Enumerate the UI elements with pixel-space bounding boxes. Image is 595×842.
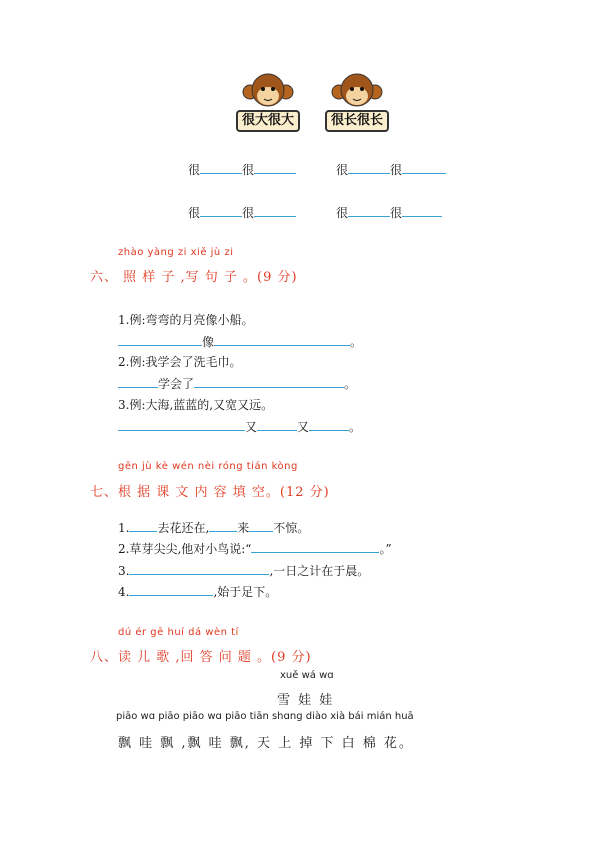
answer-blank[interactable] — [129, 518, 157, 532]
section6-heading: 六、 照 样 子 ,写 句 子 。(9 分) — [90, 270, 298, 285]
poem-title-pinyin: xuě wá wɑ — [280, 670, 334, 681]
answer-blank[interactable] — [129, 561, 269, 575]
section6-example-1: 1.例:弯弯的月亮像小船。 — [118, 313, 254, 327]
period: 。 — [344, 377, 357, 391]
connector-text: 像 — [202, 335, 215, 349]
answer-blank[interactable] — [129, 582, 213, 596]
connector-text: 又 — [297, 420, 310, 434]
answer-blank[interactable] — [402, 160, 446, 174]
hen-char: 很 — [188, 163, 201, 177]
answer-blank[interactable] — [200, 203, 242, 217]
section8-pinyin: dú ér gē huí dá wèn tí — [118, 627, 239, 638]
section6-answer-2 — [118, 374, 356, 392]
answer-blank[interactable] — [254, 160, 296, 174]
hen-char: 很 — [188, 206, 201, 220]
line-text: 不惊。 — [273, 521, 310, 535]
line-text: ,一日之计在于晨。 — [269, 564, 370, 578]
monkey-plate-text: 很大很大 — [236, 110, 300, 132]
answer-blank[interactable] — [249, 518, 273, 532]
answer-blank[interactable] — [348, 203, 390, 217]
hen-row-1b — [336, 160, 446, 178]
answer-blank[interactable] — [118, 332, 202, 346]
section6-pinyin: zhào yàng zi xiě jù zi — [118, 247, 234, 258]
answer-blank[interactable] — [254, 203, 296, 217]
hen-char: 很 — [336, 206, 349, 220]
section7-pinyin: gēn jù kè wén nèi róng tián kòng — [118, 461, 298, 472]
answer-blank[interactable] — [200, 160, 242, 174]
section6-example-3: 3.例:大海,蓝蓝的,又宽又远。 — [118, 398, 274, 412]
answer-blank[interactable] — [209, 518, 237, 532]
answer-blank[interactable] — [309, 417, 349, 431]
hen-row-2b — [336, 203, 442, 221]
answer-blank[interactable] — [214, 332, 350, 346]
answer-blank[interactable] — [402, 203, 442, 217]
section7-heading: 七、根 据 课 文 内 容 填 空。(12 分) — [90, 485, 330, 500]
connector-text: 学会了 — [158, 377, 195, 391]
poem-line-pinyin: piāo wɑ piāo piāo wɑ piāo tiān shɑng diào xià bái mián huā — [116, 711, 414, 722]
connector-text: 又 — [245, 420, 258, 434]
section6-answer-3 — [118, 417, 361, 435]
hen-char: 很 — [242, 163, 255, 177]
item-number: 1. — [118, 521, 130, 535]
section7-line-3 — [118, 561, 369, 579]
line-text: 来 — [237, 521, 250, 535]
answer-blank[interactable] — [251, 539, 379, 553]
answer-blank[interactable] — [118, 417, 245, 431]
hen-row-2 — [188, 203, 296, 221]
line-text: 。” — [379, 542, 392, 556]
section7-line-1 — [118, 518, 309, 536]
monkey-illustration-1 — [236, 72, 300, 142]
hen-char: 很 — [336, 163, 349, 177]
line-text: 2.草芽尖尖,他对小鸟说:“ — [118, 542, 252, 556]
answer-blank[interactable] — [194, 374, 344, 388]
poem-title: 雪 娃 娃 — [277, 693, 335, 708]
section7-line-4 — [118, 582, 277, 600]
item-number: 3. — [118, 564, 130, 578]
answer-blank[interactable] — [257, 417, 297, 431]
answer-blank[interactable] — [348, 160, 390, 174]
line-text: ,始于足下。 — [213, 585, 278, 599]
hen-char: 很 — [390, 206, 403, 220]
poem-line: 飘 哇 飘 ,飘 哇 飘, 天 上 掉 下 白 棉 花。 — [118, 736, 414, 751]
line-text: 去花还在, — [157, 521, 210, 535]
hen-char: 很 — [390, 163, 403, 177]
hen-char: 很 — [242, 206, 255, 220]
monkey-illustration-2 — [325, 72, 389, 142]
section6-example-2: 2.例:我学会了洗毛巾。 — [118, 355, 242, 369]
answer-blank[interactable] — [118, 374, 158, 388]
section7-line-2 — [118, 539, 392, 557]
monkey-plate-text: 很长很长 — [325, 110, 389, 132]
period: 。 — [349, 420, 362, 434]
item-number: 4. — [118, 585, 130, 599]
section6-answer-1 — [118, 332, 362, 350]
section8-heading: 八、读 儿 歌 ,回 答 问 题 。(9 分) — [90, 650, 312, 665]
hen-row-1 — [188, 160, 296, 178]
period: 。 — [350, 335, 363, 349]
